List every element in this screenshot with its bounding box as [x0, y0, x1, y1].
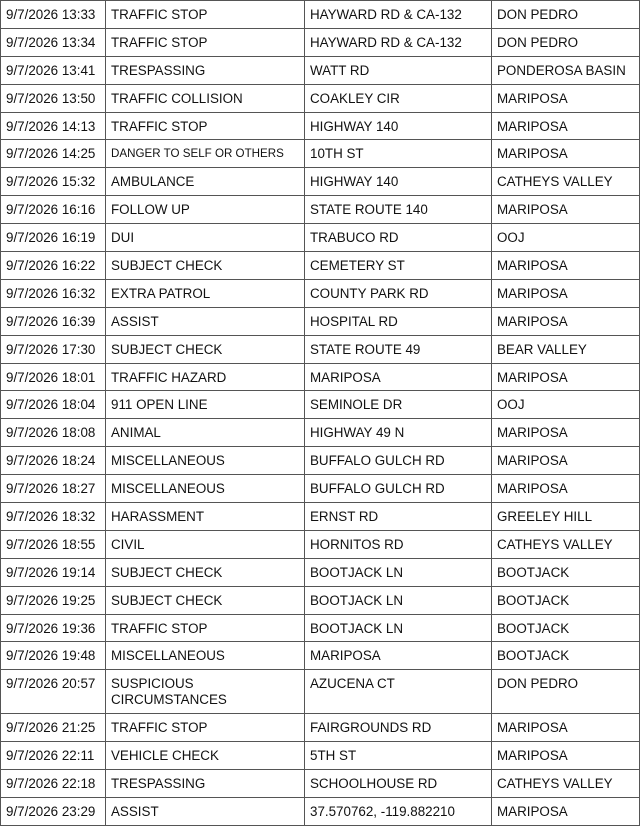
incident-type-cell: TRAFFIC STOP	[106, 614, 305, 642]
area-cell: MARIPOSA	[492, 798, 640, 826]
area-cell: MARIPOSA	[492, 419, 640, 447]
table-row	[1, 28, 640, 56]
location-cell: CEMETERY ST	[305, 252, 492, 280]
table-row	[1, 670, 640, 714]
area-cell: BEAR VALLEY	[492, 335, 640, 363]
table-row	[1, 475, 640, 503]
location-cell: MARIPOSA	[305, 363, 492, 391]
datetime-cell: 9/7/2026 21:25	[1, 714, 106, 742]
incident-type-cell: TRESPASSING	[106, 56, 305, 84]
area-cell: MARIPOSA	[492, 475, 640, 503]
area-cell: MARIPOSA	[492, 140, 640, 168]
table-row	[1, 714, 640, 742]
datetime-cell: 9/7/2026 18:04	[1, 391, 106, 419]
incident-type-cell: TRAFFIC STOP	[106, 1, 305, 29]
datetime-cell: 9/7/2026 14:25	[1, 140, 106, 168]
datetime-cell: 9/7/2026 18:01	[1, 363, 106, 391]
table-row	[1, 224, 640, 252]
datetime-cell: 9/7/2026 16:16	[1, 196, 106, 224]
location-cell: TRABUCO RD	[305, 224, 492, 252]
datetime-cell: 9/7/2026 18:27	[1, 475, 106, 503]
datetime-cell: 9/7/2026 18:32	[1, 503, 106, 531]
table-row	[1, 742, 640, 770]
datetime-cell: 9/7/2026 16:39	[1, 307, 106, 335]
table-row	[1, 1, 640, 29]
datetime-cell: 9/7/2026 18:24	[1, 447, 106, 475]
table-row	[1, 614, 640, 642]
location-cell: HIGHWAY 49 N	[305, 419, 492, 447]
location-cell: SEMINOLE DR	[305, 391, 492, 419]
datetime-cell: 9/7/2026 18:55	[1, 530, 106, 558]
location-cell: BOOTJACK LN	[305, 558, 492, 586]
datetime-cell: 9/7/2026 19:48	[1, 642, 106, 670]
area-cell: BOOTJACK	[492, 642, 640, 670]
area-cell: MARIPOSA	[492, 279, 640, 307]
table-row	[1, 363, 640, 391]
table-row	[1, 168, 640, 196]
table-row	[1, 558, 640, 586]
datetime-cell: 9/7/2026 19:14	[1, 558, 106, 586]
incident-type-cell: TRESPASSING	[106, 770, 305, 798]
incident-type-cell: TRAFFIC COLLISION	[106, 84, 305, 112]
area-cell: OOJ	[492, 391, 640, 419]
table-row	[1, 140, 640, 168]
incident-type-cell: TRAFFIC STOP	[106, 28, 305, 56]
area-cell: OOJ	[492, 224, 640, 252]
area-cell: PONDEROSA BASIN	[492, 56, 640, 84]
area-cell: MARIPOSA	[492, 363, 640, 391]
dispatch-log-body	[1, 1, 640, 826]
area-cell: MARIPOSA	[492, 112, 640, 140]
incident-type-cell: MISCELLANEOUS	[106, 447, 305, 475]
datetime-cell: 9/7/2026 22:11	[1, 742, 106, 770]
area-cell: CATHEYS VALLEY	[492, 530, 640, 558]
incident-type-cell: MISCELLANEOUS	[106, 642, 305, 670]
location-cell: HAYWARD RD & CA-132	[305, 1, 492, 29]
area-cell: DON PEDRO	[492, 1, 640, 29]
table-row	[1, 84, 640, 112]
datetime-cell: 9/7/2026 13:41	[1, 56, 106, 84]
incident-type-cell: SUBJECT CHECK	[106, 558, 305, 586]
datetime-cell: 9/7/2026 13:33	[1, 1, 106, 29]
incident-type-cell: HARASSMENT	[106, 503, 305, 531]
datetime-cell: 9/7/2026 18:08	[1, 419, 106, 447]
table-row	[1, 335, 640, 363]
datetime-cell: 9/7/2026 23:29	[1, 798, 106, 826]
location-cell: 37.570762, -119.882210	[305, 798, 492, 826]
incident-type-cell: DUI	[106, 224, 305, 252]
incident-type-cell: SUSPICIOUS CIRCUMSTANCES	[106, 670, 305, 714]
location-cell: STATE ROUTE 49	[305, 335, 492, 363]
area-cell: MARIPOSA	[492, 196, 640, 224]
incident-type-cell: SUBJECT CHECK	[106, 586, 305, 614]
incident-type-cell: CIVIL	[106, 530, 305, 558]
incident-type-cell: DANGER TO SELF OR OTHERS	[106, 140, 305, 168]
area-cell: CATHEYS VALLEY	[492, 770, 640, 798]
table-row	[1, 252, 640, 280]
table-row	[1, 196, 640, 224]
datetime-cell: 9/7/2026 16:22	[1, 252, 106, 280]
table-row	[1, 112, 640, 140]
location-cell: WATT RD	[305, 56, 492, 84]
table-row	[1, 642, 640, 670]
location-cell: FAIRGROUNDS RD	[305, 714, 492, 742]
table-row	[1, 307, 640, 335]
datetime-cell: 9/7/2026 17:30	[1, 335, 106, 363]
incident-type-cell: TRAFFIC STOP	[106, 112, 305, 140]
datetime-cell: 9/7/2026 16:19	[1, 224, 106, 252]
location-cell: 10TH ST	[305, 140, 492, 168]
area-cell: MARIPOSA	[492, 84, 640, 112]
area-cell: GREELEY HILL	[492, 503, 640, 531]
incident-type-cell: FOLLOW UP	[106, 196, 305, 224]
location-cell: MARIPOSA	[305, 642, 492, 670]
area-cell: BOOTJACK	[492, 614, 640, 642]
datetime-cell: 9/7/2026 15:32	[1, 168, 106, 196]
incident-type-cell: ASSIST	[106, 307, 305, 335]
location-cell: COAKLEY CIR	[305, 84, 492, 112]
incident-type-cell: EXTRA PATROL	[106, 279, 305, 307]
location-cell: SCHOOLHOUSE RD	[305, 770, 492, 798]
incident-type-cell: VEHICLE CHECK	[106, 742, 305, 770]
location-cell: STATE ROUTE 140	[305, 196, 492, 224]
area-cell: CATHEYS VALLEY	[492, 168, 640, 196]
table-row	[1, 391, 640, 419]
incident-type-cell: SUBJECT CHECK	[106, 252, 305, 280]
area-cell: MARIPOSA	[492, 307, 640, 335]
incident-type-cell: ASSIST	[106, 798, 305, 826]
table-row	[1, 279, 640, 307]
area-cell: MARIPOSA	[492, 742, 640, 770]
incident-type-cell: AMBULANCE	[106, 168, 305, 196]
datetime-cell: 9/7/2026 16:32	[1, 279, 106, 307]
table-row	[1, 503, 640, 531]
location-cell: BOOTJACK LN	[305, 614, 492, 642]
area-cell: BOOTJACK	[492, 586, 640, 614]
location-cell: HAYWARD RD & CA-132	[305, 28, 492, 56]
table-row	[1, 586, 640, 614]
datetime-cell: 9/7/2026 20:57	[1, 670, 106, 714]
datetime-cell: 9/7/2026 19:36	[1, 614, 106, 642]
datetime-cell: 9/7/2026 14:13	[1, 112, 106, 140]
area-cell: MARIPOSA	[492, 252, 640, 280]
table-row	[1, 770, 640, 798]
area-cell: MARIPOSA	[492, 447, 640, 475]
datetime-cell: 9/7/2026 13:34	[1, 28, 106, 56]
incident-type-cell: ANIMAL	[106, 419, 305, 447]
table-row	[1, 56, 640, 84]
location-cell: AZUCENA CT	[305, 670, 492, 714]
location-cell: 5TH ST	[305, 742, 492, 770]
area-cell: DON PEDRO	[492, 670, 640, 714]
incident-type-cell: MISCELLANEOUS	[106, 475, 305, 503]
incident-type-cell: 911 OPEN LINE	[106, 391, 305, 419]
incident-type-cell: TRAFFIC HAZARD	[106, 363, 305, 391]
area-cell: BOOTJACK	[492, 558, 640, 586]
location-cell: BUFFALO GULCH RD	[305, 447, 492, 475]
location-cell: BOOTJACK LN	[305, 586, 492, 614]
location-cell: BUFFALO GULCH RD	[305, 475, 492, 503]
table-row	[1, 798, 640, 826]
location-cell: ERNST RD	[305, 503, 492, 531]
datetime-cell: 9/7/2026 22:18	[1, 770, 106, 798]
table-row	[1, 530, 640, 558]
incident-type-cell: TRAFFIC STOP	[106, 714, 305, 742]
location-cell: COUNTY PARK RD	[305, 279, 492, 307]
location-cell: HORNITOS RD	[305, 530, 492, 558]
area-cell: MARIPOSA	[492, 714, 640, 742]
location-cell: HOSPITAL RD	[305, 307, 492, 335]
location-cell: HIGHWAY 140	[305, 112, 492, 140]
table-row	[1, 419, 640, 447]
area-cell: DON PEDRO	[492, 28, 640, 56]
datetime-cell: 9/7/2026 13:50	[1, 84, 106, 112]
table-row	[1, 447, 640, 475]
datetime-cell: 9/7/2026 19:25	[1, 586, 106, 614]
location-cell: HIGHWAY 140	[305, 168, 492, 196]
incident-type-cell: SUBJECT CHECK	[106, 335, 305, 363]
